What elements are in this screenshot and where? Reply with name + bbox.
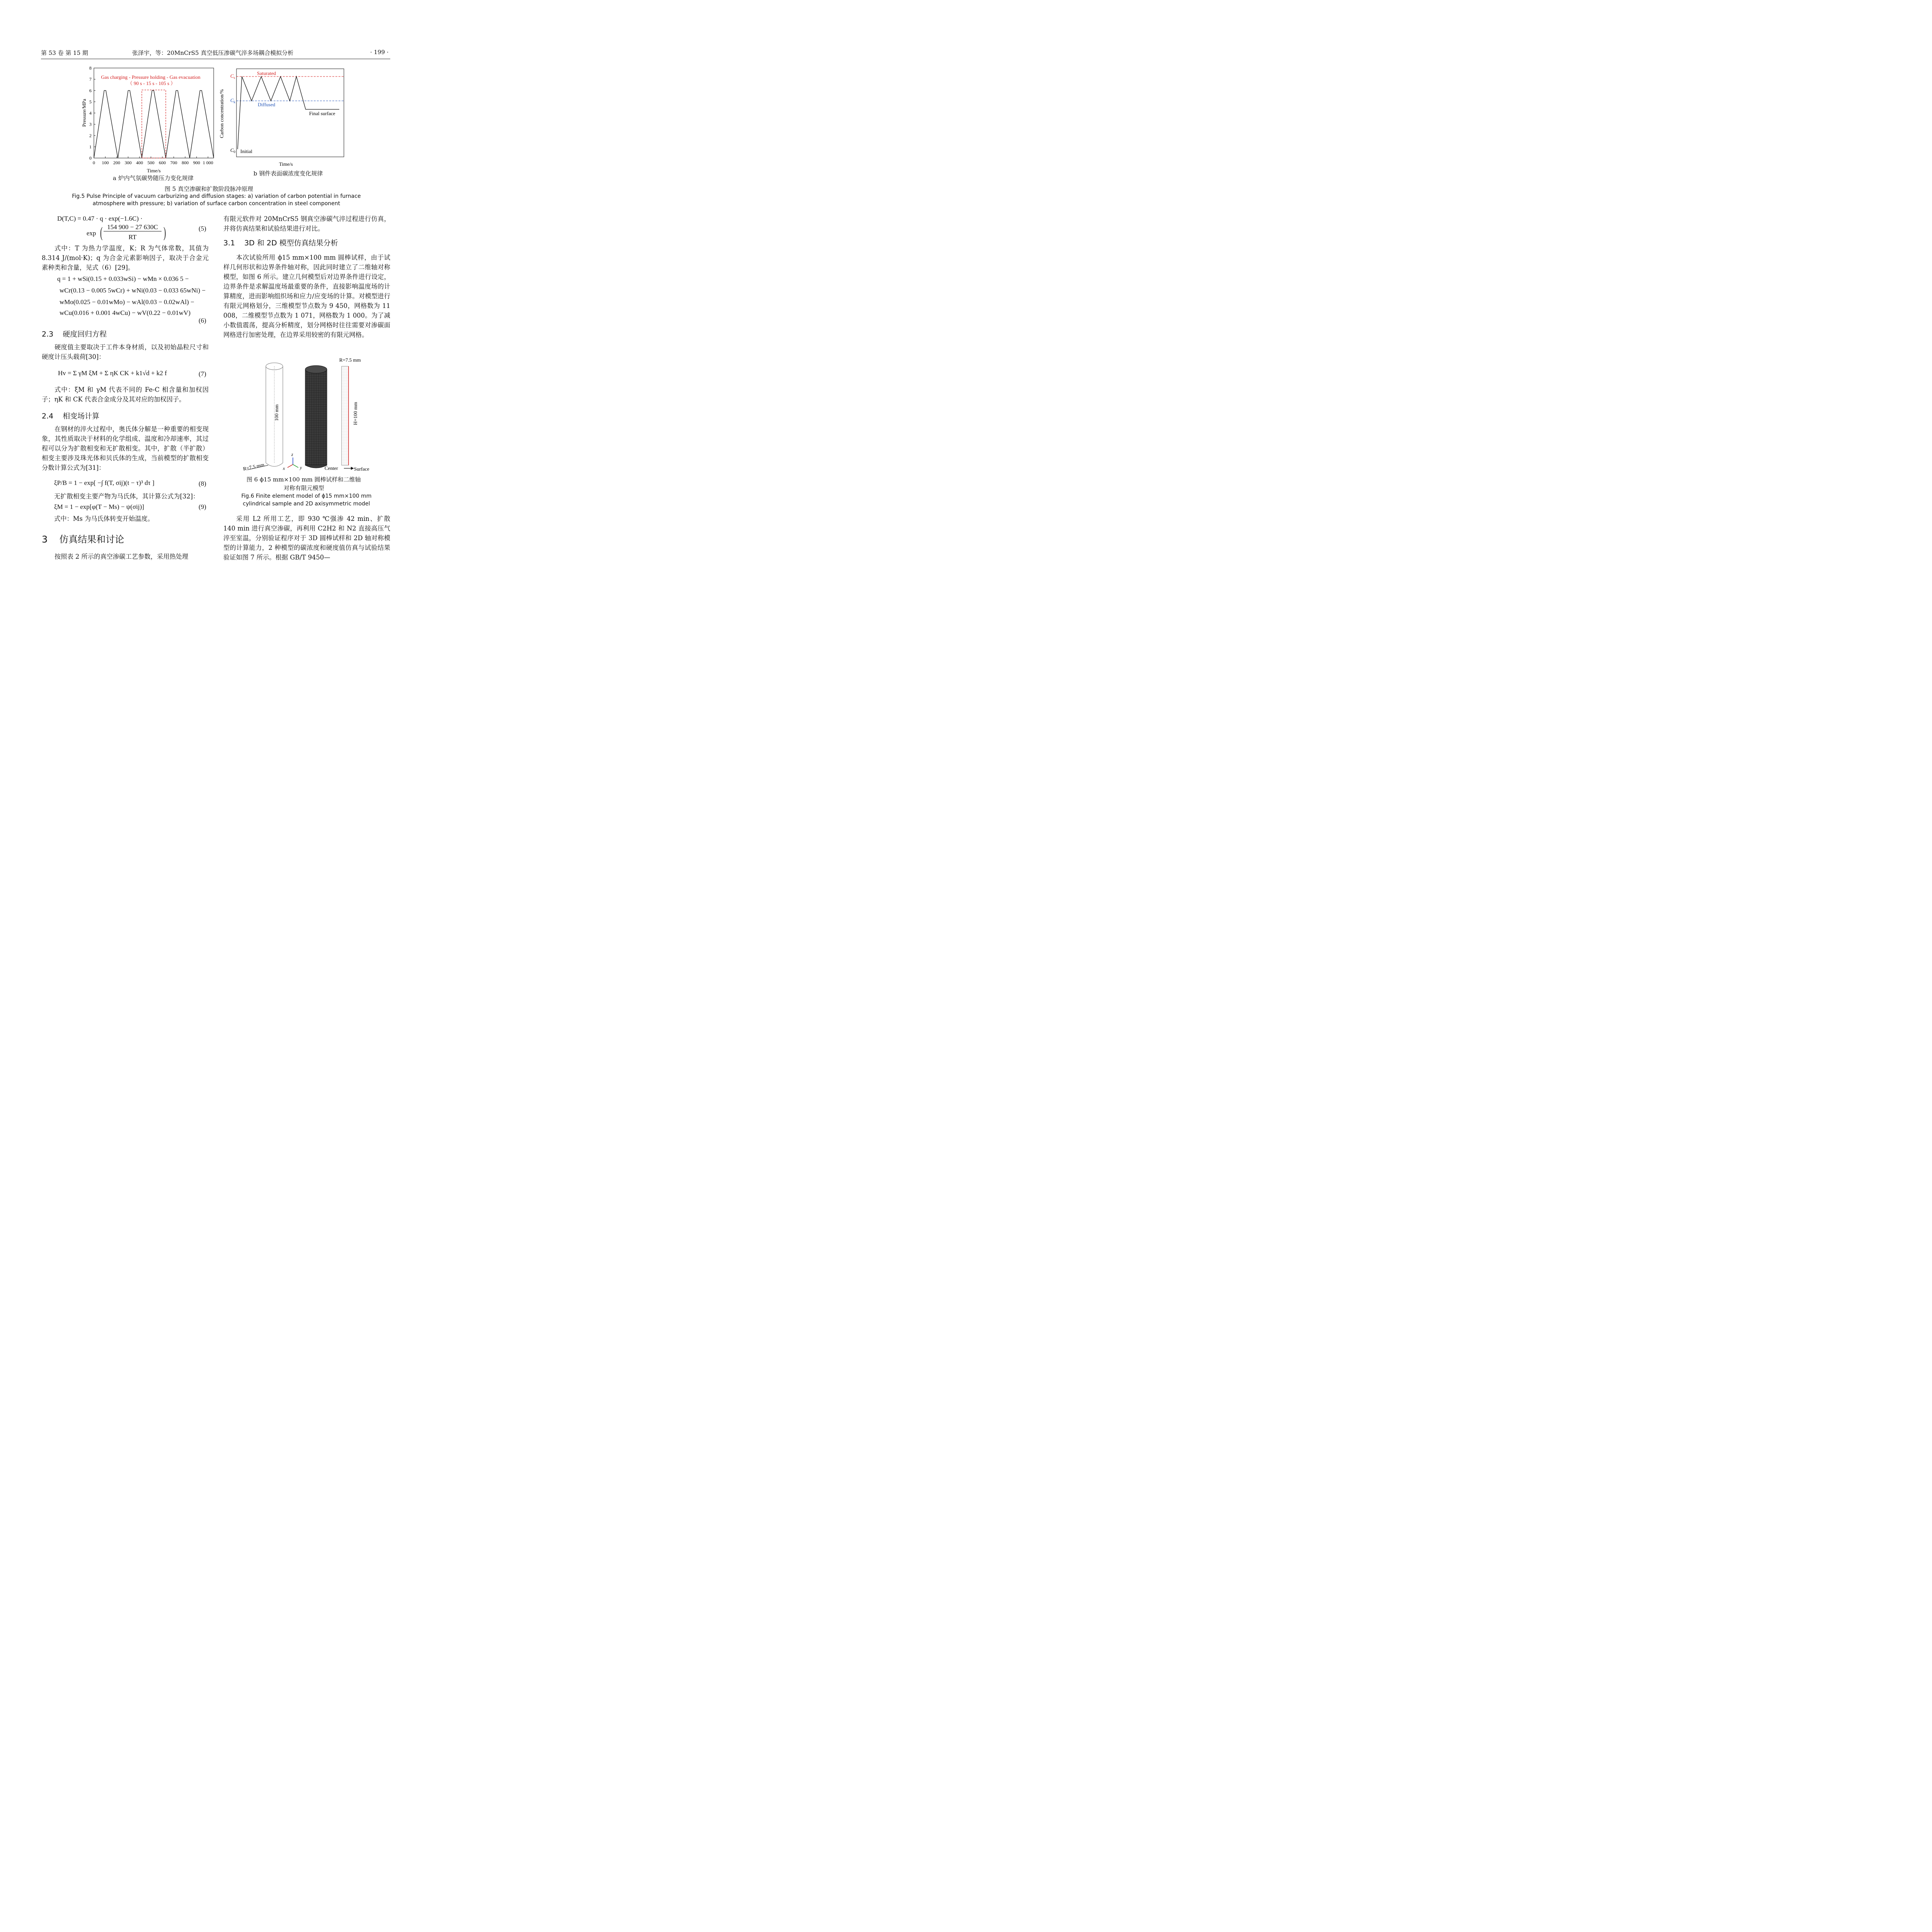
figure5a-annotation-1: Gas charging - Pressure holding - Gas evacuation <box>101 74 201 80</box>
figure5a-xtick-label: 800 <box>182 160 189 165</box>
figure5b-c0-label: $C_0$ <box>230 147 236 154</box>
equation-6-number: (6) <box>199 317 206 324</box>
figure5b-saturated-label: Saturated <box>257 70 276 76</box>
figure5a-xtick-label: 400 <box>136 160 143 165</box>
figure5a-ytick-label: 1 <box>89 144 92 150</box>
equation-6-line2: wCr(0.13 − 0.005 5wCr) + wNi(0.03 − 0.033 65wNi) − <box>60 287 206 294</box>
equation-9: ξM = 1 − exp[φ(T − Ms) − ψ(σij)] <box>54 503 144 510</box>
figure5a-ytick-label: 4 <box>89 110 92 116</box>
section-2-3-heading: 2.3 硬度回归方程 <box>42 330 107 338</box>
figure6-3d-mesh-model <box>305 366 327 468</box>
equation-6-line4: wCu(0.016 + 0.001 4wCu) − wV(0.22 − 0.01wV) <box>60 309 190 316</box>
figure5a-xtick-label: 900 <box>193 160 200 165</box>
figure6-models <box>240 355 379 475</box>
figure5a-ytick-label: 7 <box>89 77 92 82</box>
figure5b-ylabel: Carbon concentration/% <box>219 89 224 138</box>
figure6-center-label: Center <box>325 465 338 471</box>
figure6-radius-top-label: R=7.5 mm <box>339 357 361 363</box>
paragraph-validation: 采用 L2 所用工艺，即 930 ℃强渗 42 min、扩散 140 min 进行真空渗碳，再利用 C2H2 和 N2 直接高压气淬至室温，分别验证程序对于 3D 圆棒试样和 2D 轴对称模型的计算能力，2 种模型的碳浓度和硬度值仿真与试验结果验证如图 7 所示。根据 GB/T 9450— <box>223 515 390 561</box>
figure5a-xtick-label: 300 <box>124 160 132 165</box>
journal-issue: 第 53 卷 第 15 期 <box>41 49 88 56</box>
equation-5-paren-open: ( <box>100 224 103 241</box>
equation-8: ξP/B = 1 − exp[ −∫ f(T, σij)(t − τ)³ dτ ] <box>54 479 155 486</box>
figure5a-xtick-label: 0 <box>93 160 95 165</box>
figure5b-initial-label: Initial <box>240 148 253 154</box>
paragraph-eq7-definitions: 式中：ξM 和 γM 代表不同的 Fe-C 相含量和加权因子；ηK 和 CK 代表合金成分及其对应的加权因子。 <box>42 386 209 403</box>
equation-7: Hv = Σ γM ξM + Σ ηK CK + k1√d + k2 f <box>58 369 167 377</box>
figure5a-xtick-label: 500 <box>147 160 155 165</box>
figure5a-ytick-label: 5 <box>89 99 92 105</box>
equation-6-line1: q = 1 + wSi(0.15 + 0.033wSi) − wMn × 0.036 5 − <box>57 275 189 282</box>
axis-x-label: x <box>283 466 285 471</box>
figure5b-final-label: Final surface <box>309 111 335 116</box>
figure6-radius-bottom-label: R=7.5 mm <box>242 461 265 472</box>
axis-y-label: y <box>300 465 302 470</box>
figure5a-xtick-label: 600 <box>159 160 166 165</box>
figure5a-ytick-label: 8 <box>89 65 92 71</box>
section-3-heading: 3 仿真结果和讨论 <box>42 534 124 545</box>
figure6-height-label: H=100 mm <box>352 402 358 425</box>
equation-9-number: (9) <box>199 503 206 510</box>
paragraph-ms-definition: 式中：Ms 为马氏体转变开始温度。 <box>54 515 154 522</box>
axis-z-label: z <box>291 452 293 457</box>
figure6-length-label: 100 mm <box>274 404 279 421</box>
equation-5-paren-close: ) <box>163 224 166 241</box>
section-2-4-heading: 2.4 相变场计算 <box>42 412 100 420</box>
figure5b-chart <box>216 66 348 166</box>
figure5a-ytick-label: 0 <box>89 155 92 161</box>
figure6-axis-triad <box>282 452 302 471</box>
equation-5-number: (5) <box>199 225 206 232</box>
paragraph-phase-transformation: 在钢材的淬火过程中，奥氏体分解是一种重要的相变现象，其性质取决于材料的化学组成、温度和冷却速率，其过程可以分为扩散相变和无扩散相变。其中，扩散（半扩散）相变主要涉及珠光体和贝氏体的生成，当前模型的扩散相变分数计算公式为[31]： <box>42 425 209 471</box>
equation-5-exp: exp <box>87 230 96 237</box>
running-title: 张泽宇，等：20MnCrS5 真空低压渗碳气淬多场耦合模拟分析 <box>132 49 294 56</box>
page-number: · 199 · <box>370 49 389 56</box>
figure5a-xlabel: Time/s <box>147 168 161 173</box>
paragraph-sec3-start: 按照表 2 所示的真空渗碳工艺参数，采用热处理 <box>54 553 189 560</box>
figure6-caption-en-1: Fig.6 Finite element model of ϕ15 mm×100 mm <box>241 493 372 499</box>
paragraph-hardness-intro: 硬度值主要取决于工件本身材质，以及初始晶粒尺寸和硬度计压头载荷[30]： <box>42 344 209 361</box>
figure5b-ck-label: $C_k$ <box>230 97 236 104</box>
figure5a-ytick-label: 2 <box>89 133 92 138</box>
equation-6-line3: wMo(0.025 − 0.01wMo) − wAl(0.03 − 0.02wAl) − <box>60 298 194 306</box>
figure5a-ytick-label: 6 <box>89 88 92 94</box>
figure6-surface-label: Surface <box>354 466 369 472</box>
figure5a-annotation-2: （ 90 s - 15 s - 105 s ） <box>127 80 176 86</box>
paragraph-eq5-definitions: 式中：T 为热力学温度，K；R 为气体常数，其值为 8.314 J/(mol·K)；q 为合金元素影响因子，取决于合金元素种类和含量，见式（6）[29]。 <box>42 245 209 271</box>
figure5b-xlabel: Time/s <box>279 161 293 166</box>
figure5a-pressure-series <box>94 90 214 158</box>
figure5a-xtick-label: 100 <box>102 160 109 165</box>
figure5-caption-en-2: atmosphere with pressure; b) variation of surface carbon concentration in steel component <box>92 201 340 207</box>
paragraph-sec3-continued: 有限元软件对 20MnCrS5 钢真空渗碳气淬过程进行仿真，并将仿真结果和试验结果进行对比。 <box>223 215 390 232</box>
figure5a-ylabel: Pressure/MPa <box>81 99 87 127</box>
figure5b-cs-label: $C_s$ <box>230 73 235 80</box>
paragraph-diffusionless: 无扩散相变主要产物为马氏体，其计算公式为[32]： <box>54 493 199 500</box>
figure5a-caption: a 炉内气氛碳势随压力变化规律 <box>113 175 194 182</box>
figure5a-ytick-label: 3 <box>89 121 92 127</box>
figure5b-diffused-label: Diffused <box>258 102 276 107</box>
section-3-1-heading: 3.1 3D 和 2D 模型仿真结果分析 <box>223 239 338 247</box>
figure5a-xtick-label: 1 000 <box>202 160 213 165</box>
figure6-caption-zh-2: 对称有限元模型 <box>284 485 325 492</box>
figure5a-xtick-label: 200 <box>113 160 121 165</box>
figure5a-xtick-label: 700 <box>170 160 177 165</box>
figure5a-chart <box>77 64 220 176</box>
figure5-caption-zh: 图 5 真空渗碳和扩散阶段脉冲原理 <box>165 185 253 192</box>
equation-7-number: (7) <box>199 370 206 378</box>
figure6-caption-en-2: cylindrical sample and 2D axisymmetric model <box>243 501 370 507</box>
equation-5-numerator: 154 900 − 27 630C <box>104 223 162 231</box>
figure5a-highlight-box <box>142 90 166 158</box>
equation-5-denominator: RT <box>128 233 137 241</box>
paragraph-model-setup: 本次试验所用 ϕ15 mm×100 mm 圆棒试样，由于试样几何形状和边界条件轴对称，因此同时建立了二维轴对称模型，如图 6 所示。建立几何模型后对边界条件进行设定，边界条件是求解温度场最重要的条件，直接影响温度场的计算精度，进而影响组织场和应力/应变场的计算。对模型进行有限元网格划分，三维模型节点数为 9 450，网格数为 11 008，二维模型节点数为 1 071，网格数为 1 000。为了减小数值震荡，提高分析精度，划分网格时往往需要对渗碳面网格进行加密处理，在边界采用较密的有限元网格。 <box>223 254 390 338</box>
figure6-caption-zh-1: 图 6 ϕ15 mm×100 mm 圆棒试样和二维轴 <box>247 476 361 483</box>
figure5-caption-en-1: Fig.5 Pulse Principle of vacuum carburizing and diffusion stages: a) variation of carbon potential in furnace <box>72 193 361 199</box>
equation-8-number: (8) <box>199 480 206 487</box>
figure5b-caption: b 钢件表面碳浓度变化规律 <box>253 170 323 177</box>
equation-5-line1: D(T,C) = 0.47 · q · exp(−1.6C) · <box>57 215 143 222</box>
figure6-2d-axisymmetric-model <box>342 366 349 465</box>
